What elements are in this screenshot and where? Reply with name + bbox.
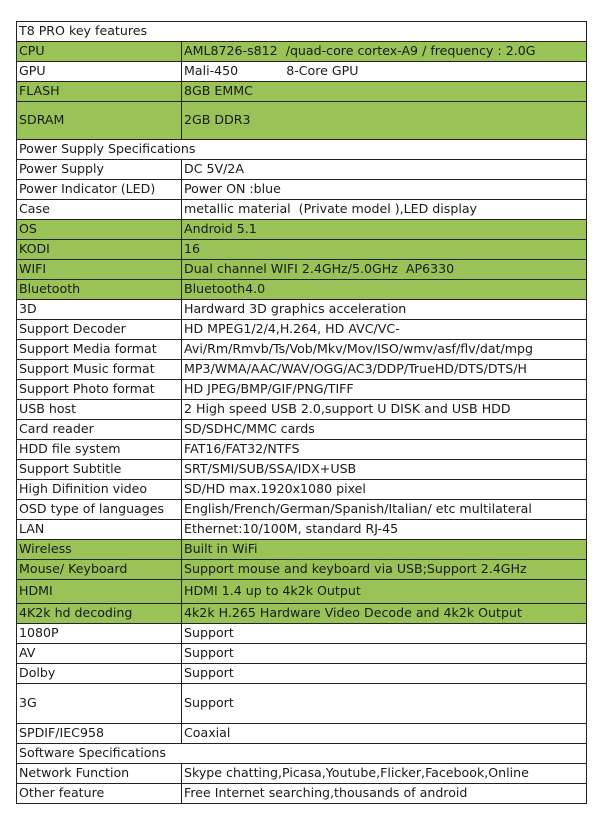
spec-label: Power Supply <box>17 160 182 180</box>
spec-table-body <box>17 22 587 804</box>
spec-row <box>17 320 587 340</box>
spec-row <box>17 42 587 62</box>
spec-row <box>17 664 587 684</box>
spec-label: GPU <box>17 62 182 82</box>
spec-value: Coaxial <box>182 724 587 744</box>
spec-label: High Difinition video <box>17 480 182 500</box>
spec-label: Support Media format <box>17 340 182 360</box>
spec-value: Mali-450 8-Core GPU <box>182 62 587 82</box>
spec-label: Case <box>17 200 182 220</box>
spec-value: Skype chatting,Picasa,Youtube,Flicker,Facebook,Online <box>182 764 587 784</box>
spec-label: AV <box>17 644 182 664</box>
section-title: Software Specifications <box>17 744 587 764</box>
spec-row <box>17 604 587 624</box>
spec-row <box>17 102 587 140</box>
spec-value: SRT/SMI/SUB/SSA/IDX+USB <box>182 460 587 480</box>
spec-value: Support <box>182 644 587 664</box>
spec-label: Support Subtitle <box>17 460 182 480</box>
spec-value: Dual channel WIFI 2.4GHz/5.0GHz AP6330 <box>182 260 587 280</box>
spec-row <box>17 644 587 664</box>
spec-label: Dolby <box>17 664 182 684</box>
section-header-row <box>17 140 587 160</box>
spec-label: OSD type of languages <box>17 500 182 520</box>
spec-label: OS <box>17 220 182 240</box>
spec-table <box>16 21 587 804</box>
spec-label: USB host <box>17 400 182 420</box>
spec-value: SD/SDHC/MMC cards <box>182 420 587 440</box>
spec-row <box>17 400 587 420</box>
spec-row <box>17 500 587 520</box>
spec-row <box>17 340 587 360</box>
spec-label: Support Music format <box>17 360 182 380</box>
spec-row <box>17 440 587 460</box>
spec-value: Built in WiFi <box>182 540 587 560</box>
spec-label: Other feature <box>17 784 182 804</box>
spec-row <box>17 684 587 724</box>
spec-value: Free Internet searching,thousands of android <box>182 784 587 804</box>
spec-label: Card reader <box>17 420 182 440</box>
section-header-row <box>17 22 587 42</box>
spec-value: 4k2k H.265 Hardware Video Decode and 4k2k Output <box>182 604 587 624</box>
spec-value: Avi/Rm/Rmvb/Ts/Vob/Mkv/Mov/ISO/wmv/asf/flv/dat/mpg <box>182 340 587 360</box>
spec-row <box>17 180 587 200</box>
spec-row <box>17 300 587 320</box>
spec-value: Support mouse and keyboard via USB;Support 2.4GHz <box>182 560 587 580</box>
spec-value: SD/HD max.1920x1080 pixel <box>182 480 587 500</box>
spec-value: Support <box>182 684 587 724</box>
spec-value: AML8726-s812 /quad-core cortex-A9 / frequency : 2.0G <box>182 42 587 62</box>
spec-value: HD MPEG1/2/4,H.264, HD AVC/VC- <box>182 320 587 340</box>
spec-label: 4K2k hd decoding <box>17 604 182 624</box>
spec-value: English/French/German/Spanish/Italian/ etc multilateral <box>182 500 587 520</box>
spec-label: Wireless <box>17 540 182 560</box>
spec-row <box>17 380 587 400</box>
spec-row <box>17 560 587 580</box>
spec-value: 2 High speed USB 2.0,support U DISK and USB HDD <box>182 400 587 420</box>
spec-row <box>17 624 587 644</box>
spec-label: 3D <box>17 300 182 320</box>
spec-value: Bluetooth4.0 <box>182 280 587 300</box>
spec-value: Ethernet:10/100M, standard RJ-45 <box>182 520 587 540</box>
spec-label: Network Function <box>17 764 182 784</box>
spec-label: Bluetooth <box>17 280 182 300</box>
spec-row <box>17 82 587 102</box>
spec-value: 2GB DDR3 <box>182 102 587 140</box>
spec-label: FLASH <box>17 82 182 102</box>
spec-row <box>17 280 587 300</box>
spec-value: Hardward 3D graphics acceleration <box>182 300 587 320</box>
spec-row <box>17 160 587 180</box>
spec-value: HD JPEG/BMP/GIF/PNG/TIFF <box>182 380 587 400</box>
spec-row <box>17 260 587 280</box>
spec-value: HDMI 1.4 up to 4k2k Output <box>182 580 587 604</box>
spec-label: HDMI <box>17 580 182 604</box>
spec-row <box>17 764 587 784</box>
spec-label: Power Indicator (LED) <box>17 180 182 200</box>
spec-label: SDRAM <box>17 102 182 140</box>
spec-row <box>17 220 587 240</box>
spec-label: Support Decoder <box>17 320 182 340</box>
spec-label: HDD file system <box>17 440 182 460</box>
spec-label: WIFI <box>17 260 182 280</box>
spec-label: Mouse/ Keyboard <box>17 560 182 580</box>
spec-value: 16 <box>182 240 587 260</box>
spec-row <box>17 240 587 260</box>
spec-value: FAT16/FAT32/NTFS <box>182 440 587 460</box>
spec-row <box>17 420 587 440</box>
spec-value: DC 5V/2A <box>182 160 587 180</box>
spec-row <box>17 540 587 560</box>
spec-row <box>17 724 587 744</box>
spec-label: CPU <box>17 42 182 62</box>
spec-label: LAN <box>17 520 182 540</box>
spec-row <box>17 200 587 220</box>
spec-label: Support Photo format <box>17 380 182 400</box>
spec-value: 8GB EMMC <box>182 82 587 102</box>
spec-row <box>17 784 587 804</box>
spec-row <box>17 360 587 380</box>
spec-row <box>17 580 587 604</box>
spec-value: MP3/WMA/AAC/WAV/OGG/AC3/DDP/TrueHD/DTS/DTS/H <box>182 360 587 380</box>
spec-value: Power ON :blue <box>182 180 587 200</box>
section-title: T8 PRO key features <box>17 22 587 42</box>
spec-label: SPDIF/IEC958 <box>17 724 182 744</box>
spec-value: metallic material (Private model ),LED display <box>182 200 587 220</box>
spec-row <box>17 520 587 540</box>
spec-label: 1080P <box>17 624 182 644</box>
spec-value: Android 5.1 <box>182 220 587 240</box>
spec-value: Support <box>182 624 587 644</box>
spec-label: KODI <box>17 240 182 260</box>
section-header-row <box>17 744 587 764</box>
spec-row <box>17 62 587 82</box>
spec-value: Support <box>182 664 587 684</box>
section-title: Power Supply Specifications <box>17 140 587 160</box>
spec-label: 3G <box>17 684 182 724</box>
spec-row <box>17 460 587 480</box>
spec-row <box>17 480 587 500</box>
